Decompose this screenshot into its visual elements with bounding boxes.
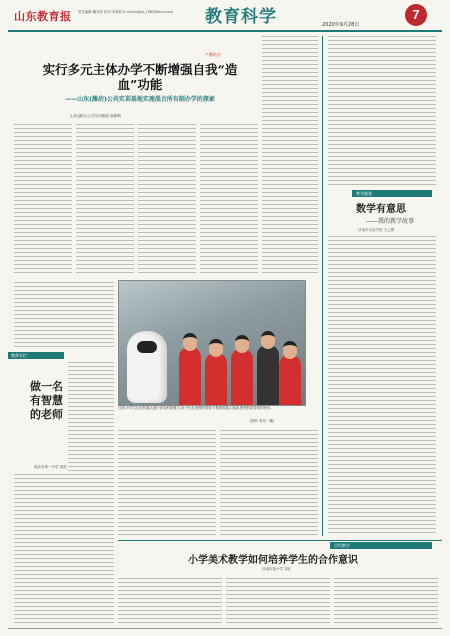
photo-caption: 日前,小学生们在机器人展厅体验科技魅力,孩子们在老师的带领下观看机器人表演,感受科技带来的快乐。 [118,406,274,410]
left-mid-text [14,282,114,348]
robot-figure [127,331,167,403]
left-feature-text-2 [14,474,114,624]
lead-subhead: ——山东(潍坊)公共实训基地实施混合所有制办学的探索 [65,96,215,103]
newspaper-logo: 山东教育报 [14,10,72,23]
left-feature-badge: 教师专栏 [8,352,64,359]
right-feature-text [328,236,436,536]
bottom-article-byline: 济南市某小学 刘红 [262,567,292,571]
section-title: 教育科学 [205,7,277,27]
left-feature-text-3 [118,430,216,536]
teacher-figure [257,345,279,405]
lead-text-column-1 [14,124,72,274]
robot-face [137,341,157,353]
news-photo [118,280,306,406]
right-feature-badge: 教学随笔 [352,190,432,197]
bottom-text-column-1 [118,578,222,626]
right-feature-byline: 济南市实验学校 王心柳 [358,228,395,232]
lead-headline: 实行多元主体办学不断增强自我“造血”功能 [42,62,238,92]
photo-credit: (图片 李宗一摄) [250,419,275,423]
page-number-badge: 7 [405,4,427,26]
lead-text-column-3 [138,124,196,274]
left-feature-text-4 [220,430,318,536]
bottom-article-badge: 学科教学 [330,542,432,549]
left-feature-byline: 临沂市第一中学 刘英 [34,465,67,469]
right-feature-title: 数学有意思 [356,204,406,215]
footer-rule [8,628,442,629]
masthead-rule [8,30,442,32]
student-figure [205,353,227,405]
bottom-text-column-3 [334,578,438,626]
right-text-block [328,36,436,186]
student-figure [279,355,301,405]
right-feature-subtitle: ——我的教学故事 [366,218,415,225]
student-figure [179,347,201,405]
lead-text-column-2 [76,124,134,274]
left-feature-text-1 [68,362,114,472]
editor-info: 责任编辑:魏菲菲 校对:李莉莉 E-mail:sdjyb_1985@sina.com [78,10,173,14]
lead-text-column-4 [200,124,258,274]
bottom-section-rule [118,540,442,541]
lead-kicker: 产教结合 [205,52,221,57]
left-feature-title: 做一名有智慧的老师 [30,380,63,421]
bottom-text-column-2 [226,578,330,626]
issue-date: 2020年9月28日 [322,22,360,28]
student-figure [231,349,253,405]
bottom-article-title: 小学美术教学如何培养学生的合作意识 [188,555,358,566]
column-divider [322,36,323,536]
lead-byline: 山东(潍坊)公共实训基地 高顺利 [70,114,121,118]
lead-text-column-5 [262,36,318,274]
